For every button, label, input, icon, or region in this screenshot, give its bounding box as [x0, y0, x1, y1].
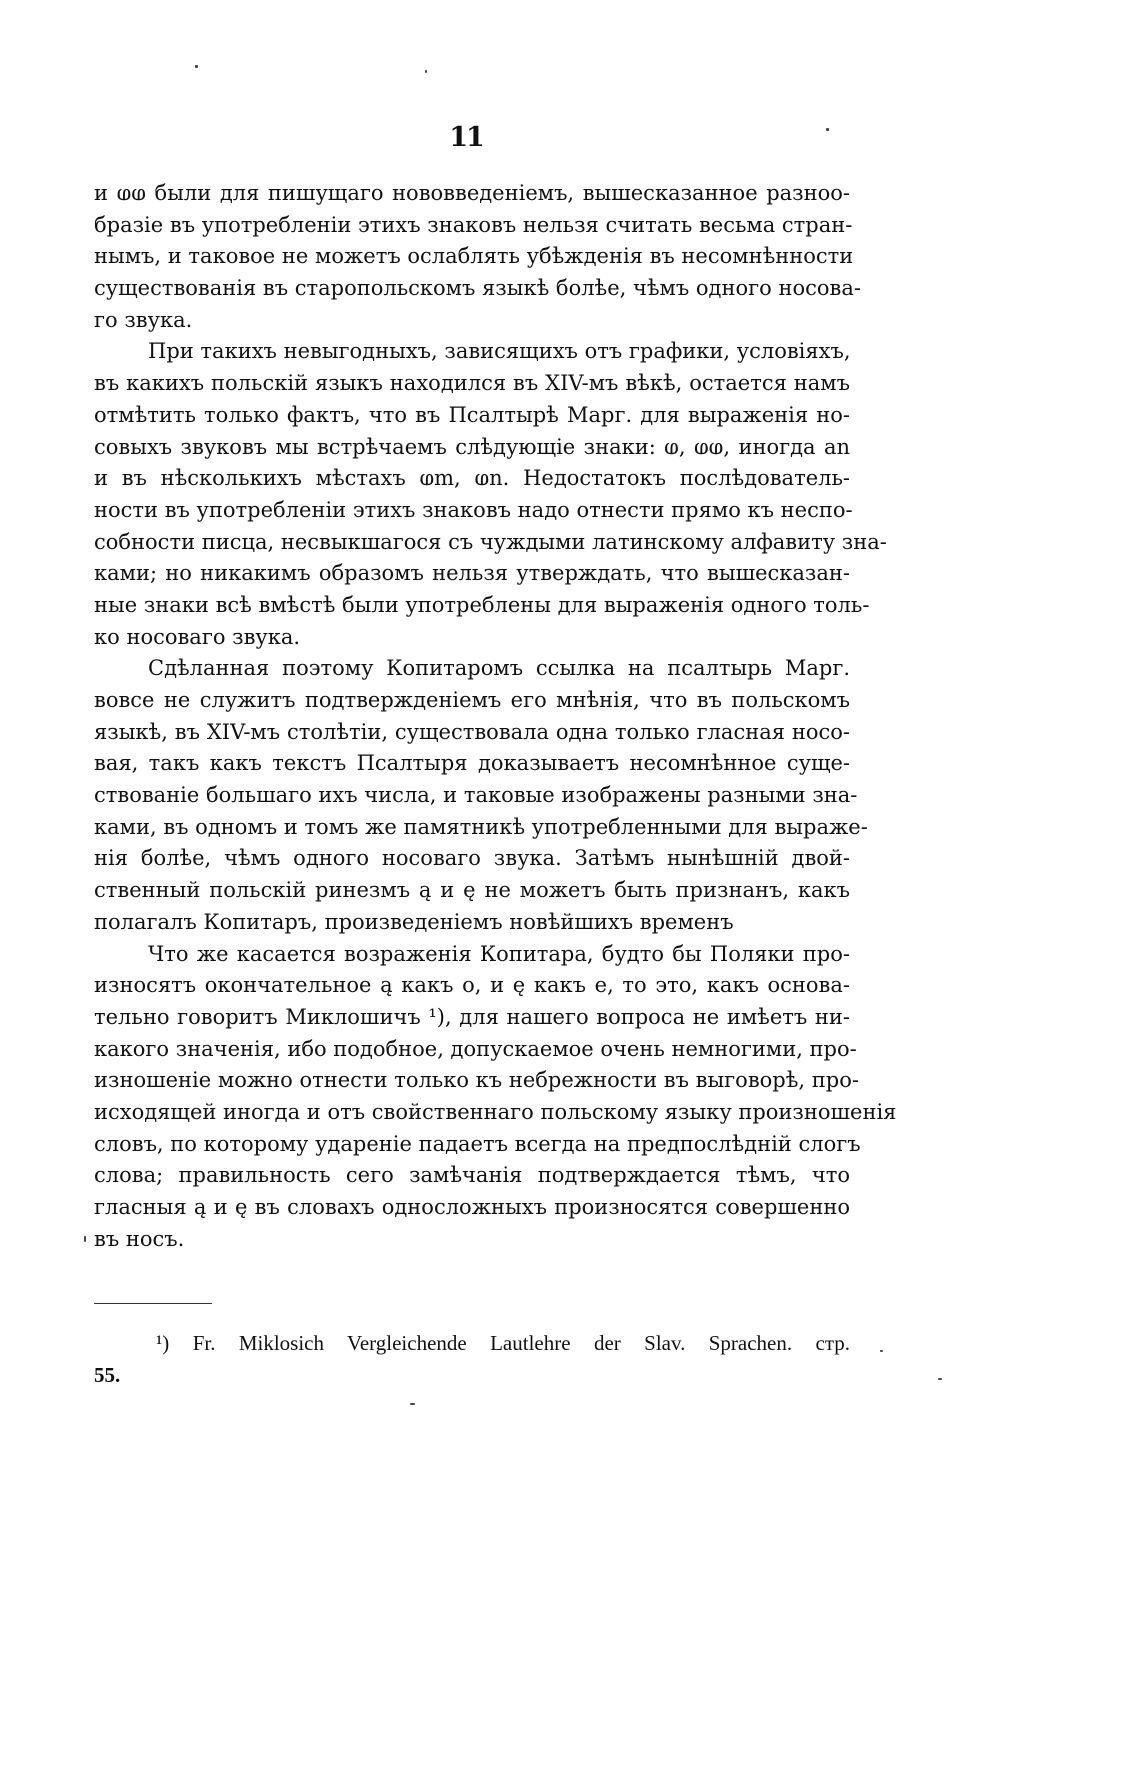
text-line: При такихъ невыгодныхъ, зависящихъ отъ графики, условіяхъ, [148, 339, 851, 364]
text-line: языкѣ, въ XIV-мъ столѣтіи, существовала одна только гласная носо- [94, 719, 850, 744]
text-line: исходящей иногда и отъ свойственнаго польскому языку произношенія [94, 1099, 897, 1124]
text-line: какого значенія, ибо подобное, допускаемое очень немногими, про- [94, 1036, 857, 1061]
text-line: бразіе въ употребленіи этихъ знаковъ нельзя считать весьма стран- [94, 212, 853, 237]
text-line: собности писца, несвыкшагося съ чуждыми латинскому алфавиту зна- [94, 529, 887, 554]
text-line: и ⱷⱷ были для пишущаго нововведеніемъ, вышесказанное разноо- [94, 181, 850, 205]
text-line: въ какихъ польскій языкъ находился въ XIV-мъ вѣкѣ, остается намъ [94, 371, 850, 396]
text-line: слова; правильность сего замѣчанія подтверждается тѣмъ, что [94, 1163, 850, 1188]
text-line: полагалъ Копитаръ, произведеніемъ новѣйшихъ временъ [94, 909, 734, 934]
scan-speck [938, 1378, 942, 1380]
footnote-line [94, 1327, 850, 1359]
text-line: ко носоваго звука. [94, 624, 301, 649]
footnote-marker: ¹) [156, 1331, 170, 1355]
text-line: нія болѣе, чѣмъ одного носоваго звука. Затѣмъ нынѣшній двой- [94, 846, 850, 871]
scan-speck [425, 70, 427, 73]
text-line: го звука. [94, 307, 193, 332]
footnote-divider [94, 1303, 212, 1304]
paragraph [94, 178, 861, 336]
text-line: нымъ, и таковое не можетъ ослаблять убѣжденія въ несомнѣнности [94, 244, 854, 269]
text-line: изношеніе можно отнести только къ небрежности въ выговорѣ, про- [94, 1068, 859, 1093]
text-line: вовсе не служитъ подтвержденіемъ его мнѣнія, что въ польскомъ [94, 688, 850, 712]
text-line: въ носъ. [94, 1226, 185, 1251]
text-line: износятъ окончательное ą какъ о, и ę какъ е, то это, какъ основа- [94, 973, 850, 998]
scan-speck [84, 1236, 86, 1242]
footnote [94, 1327, 850, 1391]
scan-speck [826, 128, 829, 131]
text-line: Сдѣланная поэтому Копитаромъ ссылка на псалтырь Марг. [148, 656, 850, 681]
text-line: ственный польскій ринезмъ ą и ę не можетъ быть признанъ, какъ [94, 878, 850, 903]
text-line: отмѣтить только фактъ, что въ Псалтырѣ Марг. для выраженія но- [94, 402, 850, 427]
text-line: вая, такъ какъ текстъ Псалтыря доказываетъ несомнѣнное суще- [94, 751, 850, 776]
text-line: ками; но никакимъ образомъ нельзя утверждать, что вышесказан- [94, 561, 850, 586]
scan-speck [410, 1403, 415, 1405]
text-line: ные знаки всѣ вмѣстѣ были употреблены для выраженія одного толь- [94, 592, 870, 617]
text-line: тельно говоритъ Миклошичъ ¹), для нашего вопроса не имѣетъ ни- [94, 1004, 850, 1029]
scan-speck [880, 1350, 883, 1352]
text-line: ками, въ одномъ и томъ же памятникѣ употребленными для выраже- [94, 814, 868, 839]
text-line: Что же касается возраженія Копитара, будто бы Поляки про- [148, 941, 850, 966]
text-line: ствованіе большаго ихъ числа, и таковые изображены разными зна- [94, 783, 858, 808]
footnote-text: Fr. Miklosich Vergleichende Lautlehre der Slav. Sprachen. стр. [192, 1331, 851, 1355]
paragraph [94, 336, 887, 653]
text-line: существованія въ старопольскомъ языкѣ болѣе, чѣмъ одного носова- [94, 276, 861, 301]
text-line: ности въ употребленіи этихъ знаковъ надо отнести прямо къ неспо- [94, 497, 853, 522]
text-line: и въ нѣсколькихъ мѣстахъ ⱷm, ⱷn. Недостатокъ послѣдователь- [94, 466, 850, 491]
page-number: 11 [449, 122, 483, 153]
paragraph [94, 939, 897, 1256]
text-line: словъ, по которому удареніе падаетъ всегда на предпослѣдній слогъ [94, 1131, 861, 1156]
body-text [94, 178, 897, 1255]
footnote-page: 55. [94, 1363, 121, 1387]
text-line: гласныя ą и ę въ словахъ односложныхъ произносятся совершенно [94, 1195, 850, 1219]
scan-speck [195, 65, 198, 68]
text-line: совыхъ звуковъ мы встрѣчаемъ слѣдующіе знаки: ⱷ, ⱷⱷ, иногда an [94, 434, 850, 459]
paragraph [94, 653, 868, 938]
